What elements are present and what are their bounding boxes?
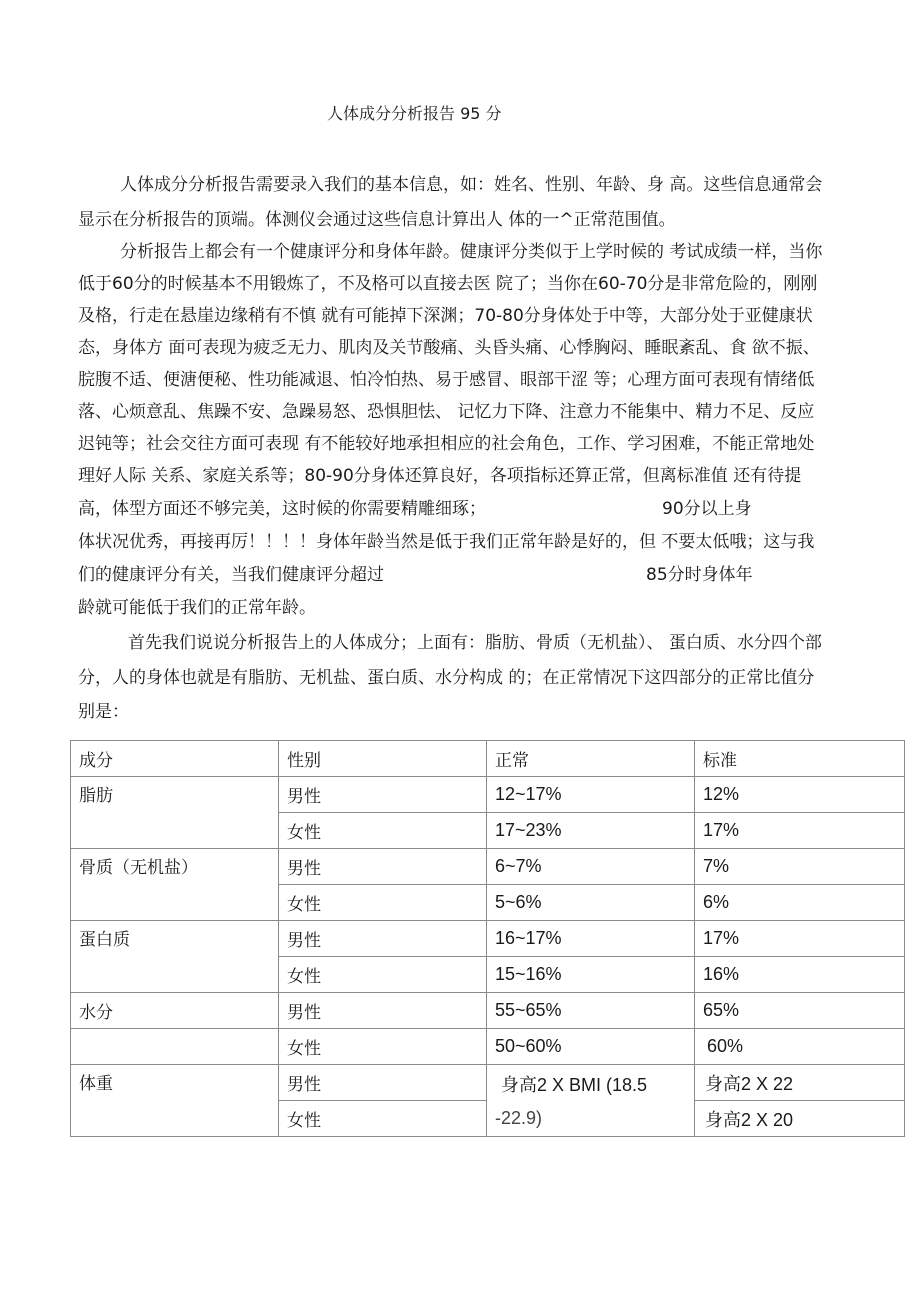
standard-cell: 17% [695, 921, 905, 957]
paragraph-line: 脘腹不适、便溏便秘、性功能减退、怕冷怕热、易于感冒、眼部干涩 等；心理方面可表现有情绪低 [78, 370, 815, 390]
standard-cell: 12% [695, 777, 905, 813]
header-cell: 标准 [695, 741, 905, 777]
table-row [71, 777, 905, 813]
component-cell: 体重 [71, 1065, 279, 1137]
table-row [71, 921, 905, 957]
weight-normal-line2: -22.9) [495, 1108, 543, 1128]
standard-cell: 17% [695, 813, 905, 849]
paragraph-line: 迟钝等；社会交往方面可表现 有不能较好地承担相应的社会角色，工作、学习困难，不能正常地处 [78, 434, 815, 454]
component-cell: 脂肪 [71, 777, 279, 849]
sex-cell: 女性 [279, 957, 487, 993]
weight-normal-line1: 身高2 X BMI (18.5 [501, 1075, 648, 1095]
sex-cell: 女性 [279, 885, 487, 921]
header-cell: 成分 [71, 741, 279, 777]
component-cell [71, 1029, 279, 1065]
paragraph-line: 龄就可能低于我们的正常年龄。 [78, 598, 316, 618]
composition-table [70, 740, 905, 1137]
normal-cell: 50~60% [487, 1029, 695, 1065]
standard-cell: 6% [695, 885, 905, 921]
paragraph-line: 低于60分的时候基本不用锻炼了，不及格可以直接去医 院了；当你在60-70分是非常危险的，刚刚 [78, 274, 818, 294]
normal-cell: 12~17% [487, 777, 695, 813]
header-cell: 性别 [279, 741, 487, 777]
paragraph-line: 理好人际 关系、家庭关系等；80-90分身体还算良好，各项指标还算正常，但离标准值 还有待提 [78, 466, 802, 486]
normal-cell: 16~17% [487, 921, 695, 957]
paragraph-line: 体状况优秀，再接再厉！！！！身体年龄当然是低于我们正常年龄是好的，但 不要太低哦；这与我 [78, 532, 815, 552]
paragraph-line: 首先我们说说分析报告上的人体成分；上面有：脂肪、骨质（无机盐）、 蛋白质、水分四个部 [128, 633, 822, 653]
table-header-row [71, 741, 905, 777]
paragraph-line: 人体成分分析报告需要录入我们的基本信息，如：姓名、性别、年龄、身 高。这些信息通常会 [120, 175, 823, 195]
normal-cell: 5~6% [487, 885, 695, 921]
standard-cell: 身高2 X 22 [695, 1065, 905, 1101]
normal-cell [487, 1065, 695, 1137]
paragraph-line: 及格，行走在悬崖边缘稍有不慎 就有可能掉下深渊；70-80分身体处于中等，大部分处于亚健康状 [78, 306, 813, 326]
normal-cell: 15~16% [487, 957, 695, 993]
sex-cell: 男性 [279, 993, 487, 1029]
paragraph-line: 高，体型方面还不够完美，这时候的你需要精雕细琢； [78, 499, 486, 519]
component-cell: 蛋白质 [71, 921, 279, 993]
normal-cell: 6~7% [487, 849, 695, 885]
sex-cell: 男性 [279, 921, 487, 957]
paragraph-line: 显示在分析报告的顶端。体测仪会通过这些信息计算出人 体的一^正常范围值。 [78, 210, 676, 230]
sex-cell: 女性 [279, 1029, 487, 1065]
normal-cell: 17~23% [487, 813, 695, 849]
table-row [71, 1029, 905, 1065]
component-cell: 水分 [71, 993, 279, 1029]
paragraph-line: 85分时身体年 [646, 565, 753, 585]
standard-cell: 7% [695, 849, 905, 885]
normal-cell: 55~65% [487, 993, 695, 1029]
component-cell: 骨质（无机盐） [71, 849, 279, 921]
sex-cell: 男性 [279, 777, 487, 813]
paragraph-line: 别是： [78, 702, 129, 722]
paragraph-line: 分析报告上都会有一个健康评分和身体年龄。健康评分类似于上学时候的 考试成绩一样，当你 [120, 242, 823, 262]
sex-cell: 女性 [279, 813, 487, 849]
standard-cell: 16% [695, 957, 905, 993]
paragraph-line: 态，身体方 面可表现为疲乏无力、肌肉及关节酸痛、头昏头痛、心悸胸闷、睡眠紊乱、食 欲不振、 [78, 338, 820, 358]
paragraph-line: 90分以上身 [662, 499, 752, 519]
sex-cell: 男性 [279, 1065, 487, 1101]
paragraph-line: 落、心烦意乱、焦躁不安、急躁易怒、恐惧胆怯、 记忆力下降、注意力不能集中、精力不足、反应 [78, 402, 815, 422]
paragraph-line: 分，人的身体也就是有脂肪、无机盐、蛋白质、水分构成 的；在正常情况下这四部分的正常比值分 [78, 668, 815, 688]
sex-cell: 男性 [279, 849, 487, 885]
standard-cell: 60% [695, 1029, 905, 1065]
document-title: 人体成分分析报告 95 分 [327, 104, 502, 123]
paragraph-line: 们的健康评分有关，当我们健康评分超过 [78, 565, 384, 585]
sex-cell: 女性 [279, 1101, 487, 1137]
table-row [71, 1065, 905, 1101]
table-row [71, 993, 905, 1029]
standard-cell: 身高2 X 20 [695, 1101, 905, 1137]
standard-cell: 65% [695, 993, 905, 1029]
header-cell: 正常 [487, 741, 695, 777]
table-row [71, 849, 905, 885]
